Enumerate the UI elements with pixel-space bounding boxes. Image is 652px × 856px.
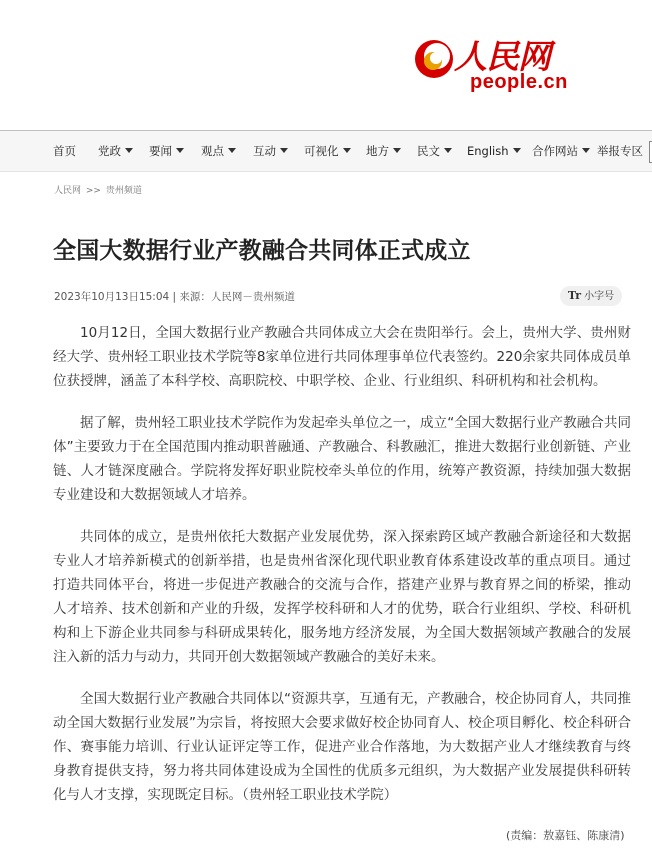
nav-item-label: 地方 bbox=[366, 144, 389, 158]
nav-item-local[interactable] bbox=[366, 131, 401, 171]
breadcrumb-separator: >> bbox=[85, 186, 101, 196]
article-title: 全国大数据行业产教融合共同体正式成立 bbox=[53, 238, 471, 264]
logo-swirl-icon bbox=[412, 37, 456, 81]
nav-item-label: 民文 bbox=[417, 144, 440, 158]
chevron-down-icon bbox=[176, 148, 184, 153]
font-size-label: 小字号 bbox=[584, 291, 615, 302]
nav-item-label: 首页 bbox=[53, 144, 76, 158]
nav-item-opinion[interactable] bbox=[201, 131, 236, 171]
text-size-icon: Tr bbox=[567, 289, 582, 302]
chevron-down-icon bbox=[582, 148, 590, 153]
people-logo[interactable] bbox=[412, 33, 568, 99]
chevron-down-icon bbox=[343, 148, 351, 153]
chevron-down-icon bbox=[513, 148, 521, 153]
chevron-down-icon bbox=[444, 148, 452, 153]
nav-item-label: 互动 bbox=[253, 144, 276, 158]
nav-item-visual[interactable] bbox=[304, 131, 351, 171]
nav-item-label: 观点 bbox=[201, 144, 224, 158]
breadcrumb-current-link[interactable]: 贵州频道 bbox=[105, 186, 142, 196]
nav-item-label: English bbox=[467, 144, 509, 158]
nav-item-home[interactable] bbox=[53, 131, 76, 171]
chevron-down-icon bbox=[393, 148, 401, 153]
nav-item-news[interactable] bbox=[149, 131, 184, 171]
article-paragraph: 据了解，贵州轻工职业技术学院作为发起牵头单位之一，成立“全国大数据行业产教融合共同体”主要致力于在全国范围内推动职普融通、产教融合、科教融汇，推进大数据行业创新链、产业链、人才链深度融合。学院将发挥好职业院校牵头单位的作用，统筹产教资源，持续加强大数据专业建设和大数据领域人才培养。 bbox=[53, 415, 631, 503]
nav-item-interact[interactable] bbox=[253, 131, 288, 171]
nav-item-ethnic[interactable] bbox=[417, 131, 452, 171]
article-paragraph: 全国大数据行业产教融合共同体以“资源共享，互通有无，产教融合，校企协同育人，共同推动全国大数据行业发展”为宗旨，将按照大会要求做好校企协同育人、校企项目孵化、校企科研合作、赛事能力培训、行业认证评定等工作，促进产业合作落地，为大数据产业人才继续教育与终身教育提供支持，努力将共同体建设成为全国性的优质多元组织，为大数据产业发展提供科研转化与人才支撑，实现既定目标。（贵州轻工职业技术学院） bbox=[53, 691, 631, 803]
breadcrumb bbox=[54, 183, 142, 196]
nav-item-party[interactable] bbox=[98, 131, 133, 171]
nav-item-label: 要闻 bbox=[149, 144, 172, 158]
nav-item-label: 举报专区 bbox=[597, 144, 643, 158]
chevron-down-icon bbox=[228, 148, 236, 153]
nav-item-partners[interactable] bbox=[532, 131, 590, 171]
article-body bbox=[53, 321, 631, 825]
nav-item-label: 党政 bbox=[98, 144, 121, 158]
breadcrumb-home-link[interactable]: 人民网 bbox=[54, 186, 82, 196]
nav-item-report[interactable] bbox=[597, 131, 643, 171]
logo-text-cn: 人民网 bbox=[454, 37, 550, 76]
chevron-down-icon bbox=[280, 148, 288, 153]
chevron-down-icon bbox=[125, 148, 133, 153]
site-header bbox=[0, 0, 652, 131]
logo-text-en: people.cn bbox=[470, 71, 568, 93]
main-nav bbox=[0, 131, 652, 172]
article-paragraph: 共同体的成立，是贵州依托大数据产业发展优势，深入探索跨区域产教融合新途径和大数据专业人才培养新模式的创新举措，也是贵州省深化现代职业教育体系建设改革的重点项目。通过打造共同体平台，将进一步促进产教融合的交流与合作，搭建产业界与教育界之间的桥梁，推动人才培养、技术创新和产业的升级，发挥学校科研和人才的优势，联合行业组织、学校、科研机构和上下游企业共同参与科研成果转化，服务地方经济发展，为全国大数据领域产教融合的发展注入新的活力与动力，共同开创大数据领域产教融合的美好未来。 bbox=[53, 529, 631, 665]
article-paragraph: 10月12日，全国大数据行业产教融合共同体成立大会在贵阳举行。会上，贵州大学、贵州财经大学、贵州轻工职业技术学院等8家单位进行共同体理事单位代表签约。220余家共同体成员单位获授牌，涵盖了本科学校、高职院校、中职学校、企业、行业组织、科研机构和社会机构。 bbox=[53, 325, 631, 389]
nav-item-english[interactable] bbox=[467, 131, 521, 171]
font-size-button[interactable] bbox=[560, 286, 622, 306]
nav-item-label: 合作网站 bbox=[532, 144, 578, 158]
article-meta: 2023年10月13日15:04 | 来源：人民网－贵州频道 bbox=[54, 291, 295, 303]
nav-item-label: 可视化 bbox=[304, 144, 339, 158]
editor-credit: (责编：敖嘉钰、陈康清) bbox=[506, 829, 625, 842]
